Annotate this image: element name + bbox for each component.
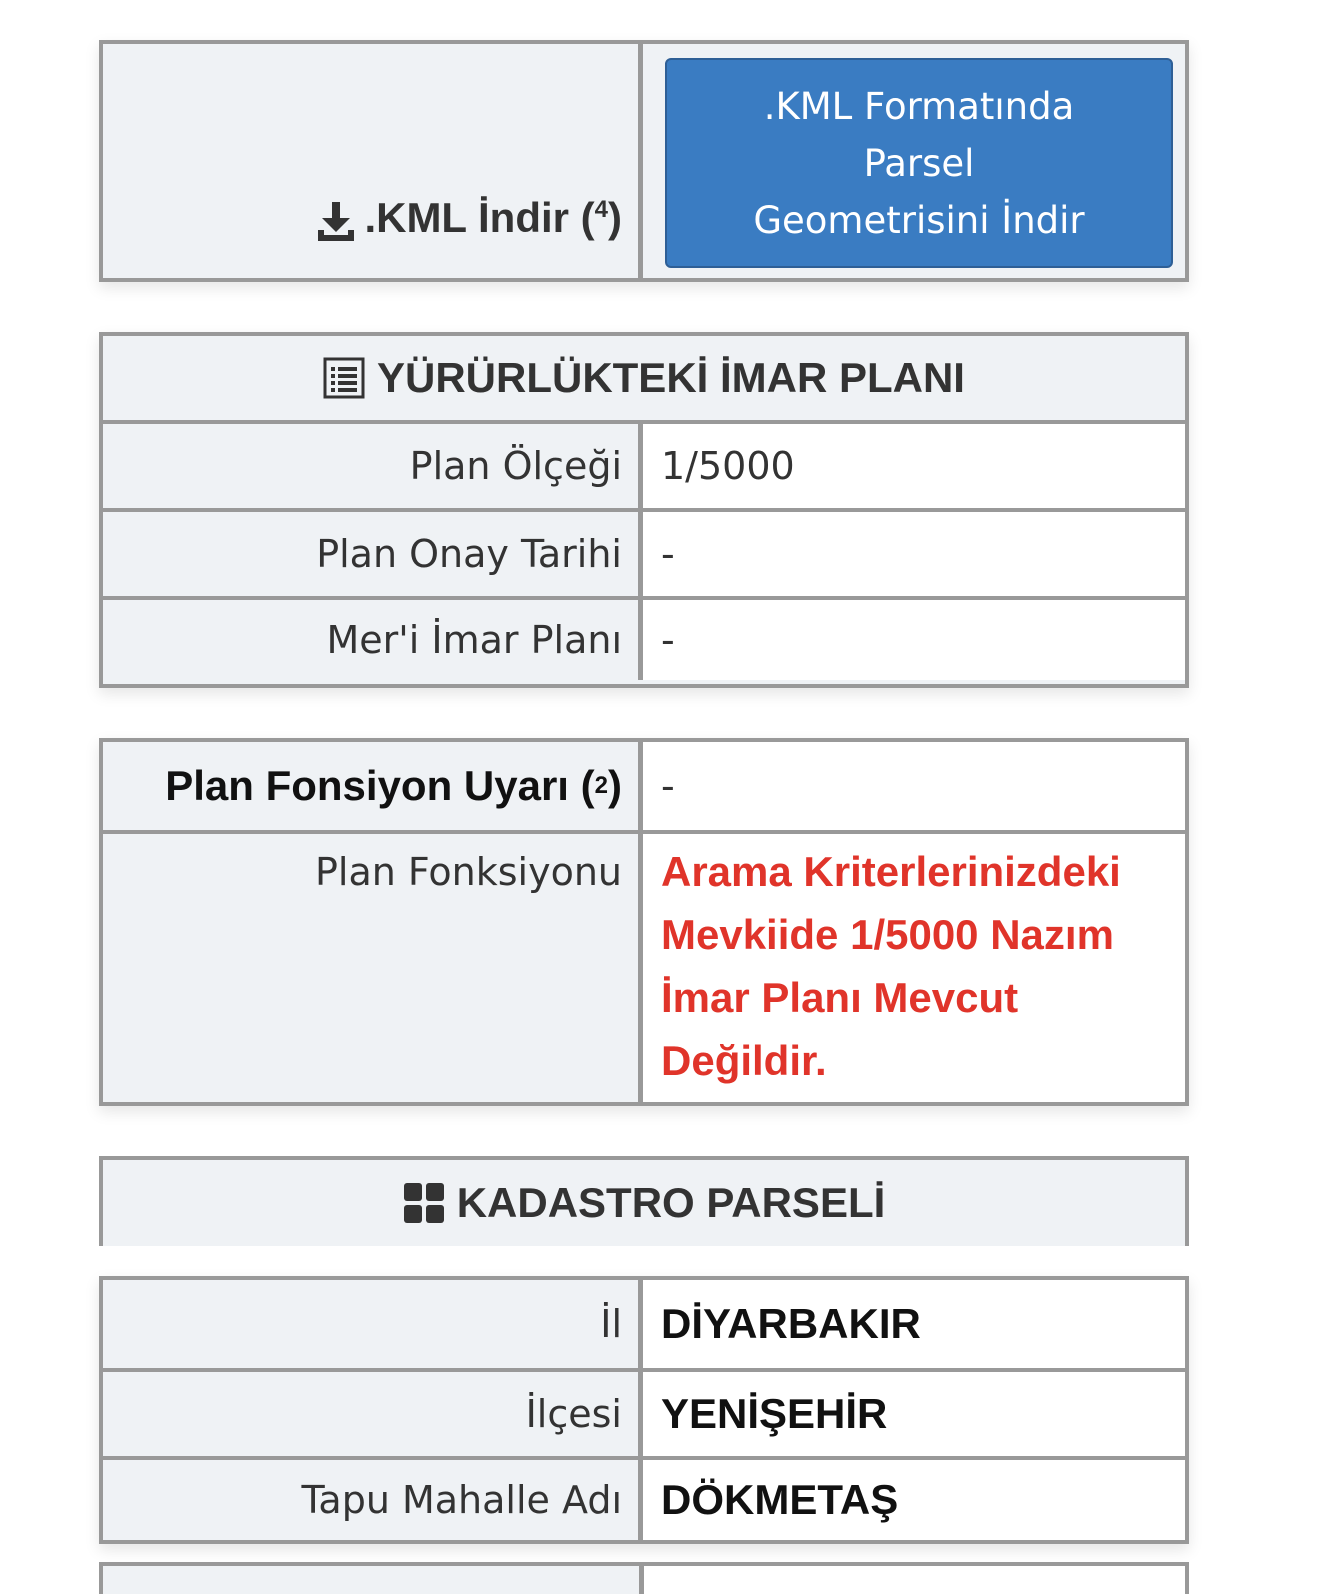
table-row	[103, 508, 1185, 596]
plan-scale-label: Plan Ölçeği	[103, 424, 643, 508]
kadastro-header	[103, 1160, 1185, 1246]
kadastro-title: KADASTRO PARSELİ	[456, 1179, 886, 1226]
neighborhood-label: Tapu Mahalle Adı	[103, 1460, 643, 1540]
province-value: DİYARBAKIR	[643, 1280, 1185, 1368]
kml-download-button[interactable]: .KML Formatında Parsel Geometrisini İndir	[665, 58, 1173, 268]
plan-function-panel	[99, 738, 1189, 1106]
district-value: YENİŞEHİR	[643, 1372, 1185, 1456]
function-warning-label: Plan Fonsiyon Uyarı ( 2 )	[103, 742, 643, 830]
district-label: İlçesi	[103, 1372, 643, 1456]
table-row	[103, 1280, 1185, 1368]
list-icon	[323, 357, 365, 399]
table-row	[103, 420, 1185, 508]
plan-function-label: Plan Fonksiyonu	[103, 834, 643, 1102]
function-warning-value: -	[643, 742, 1185, 830]
plan-scale-value: 1/5000	[643, 424, 1185, 508]
kml-download-panel	[99, 40, 1189, 282]
plan-approval-date-value: -	[643, 512, 1185, 596]
neighborhood-value: DÖKMETAŞ	[643, 1460, 1185, 1540]
table-row	[103, 596, 1185, 680]
kadastro-table	[99, 1276, 1189, 1544]
province-label: İl	[103, 1280, 643, 1368]
grid-icon	[403, 1182, 445, 1224]
kml-label-cell	[103, 44, 643, 278]
plan-function-warning-text: Arama Kriterlerinizdeki Mevkiide 1/5000 Nazım İmar Planı Mevcut Değildir.	[661, 848, 1121, 1084]
table-row	[103, 830, 1185, 1102]
imar-plan-header	[103, 336, 1185, 420]
next-table-edge	[99, 1562, 1189, 1594]
table-row	[103, 1456, 1185, 1540]
plan-function-value	[643, 834, 1185, 1102]
download-icon	[316, 200, 356, 242]
kml-label: .KML İndir ($^4$)	[364, 194, 622, 241]
imar-plan-title: YÜRÜRLÜKTEKİ İMAR PLANI	[377, 354, 965, 401]
table-row	[103, 742, 1185, 830]
imar-plan-panel	[99, 332, 1189, 688]
current-plan-label: Mer'i İmar Planı	[103, 600, 643, 680]
current-plan-value: -	[643, 600, 1185, 680]
plan-approval-date-label: Plan Onay Tarihi	[103, 512, 643, 596]
table-row	[103, 1368, 1185, 1456]
kadastro-header-panel	[99, 1156, 1189, 1246]
